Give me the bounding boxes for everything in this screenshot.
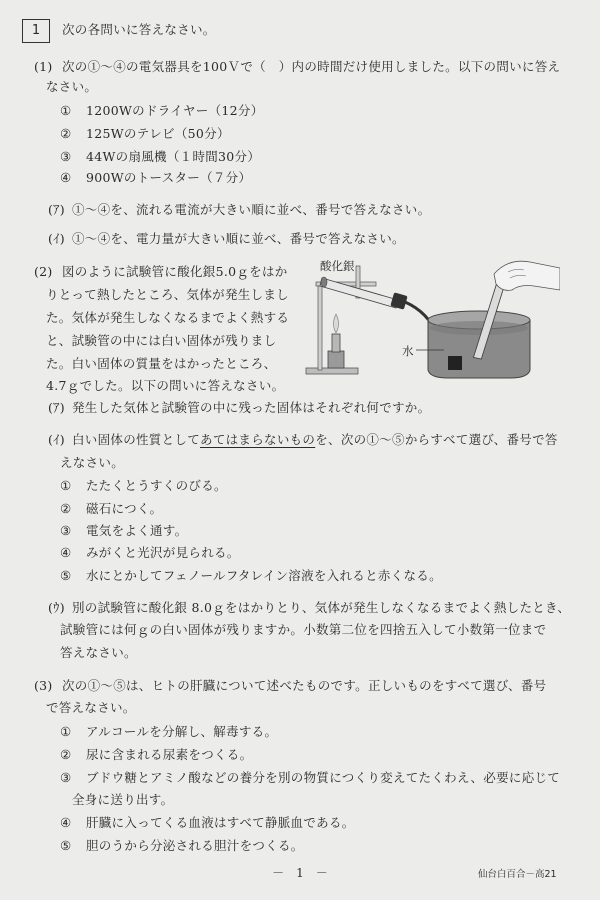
q3-item-num: ③ bbox=[60, 770, 72, 785]
q1-item-text: 1200Wのドライヤー（12分） bbox=[86, 103, 264, 118]
q2b-number: (ｲ) bbox=[48, 432, 65, 447]
q1-stem-line1: 次の①～④の電気器具を100Ｖで（ ）内の時間だけ使用しました。以下の問いに答え bbox=[62, 59, 561, 74]
q2c-line: 試験管には何ｇの白い固体が残りますか。小数第二位を四捨五入して小数第一位まで bbox=[60, 622, 547, 637]
q2-line: と、試験管の中には白い固体が残りまし bbox=[46, 333, 277, 348]
q2-line: た。白い固体の質量をはかったところ、 bbox=[46, 356, 277, 371]
q3-stem-line1: 次の①～⑤は、ヒトの肝臓について述べたものです。正しいものをすべて選び、番号 bbox=[62, 678, 547, 693]
q3-item-text: ブドウ糖とアミノ酸などの養分を別の物質につくり変えてたくわえ、必要に応じて bbox=[86, 770, 561, 785]
q1-item-num: ④ bbox=[60, 170, 72, 185]
q2b-item-text: たたくとうすくのびる。 bbox=[86, 478, 227, 493]
q3-item-num: ① bbox=[60, 724, 72, 739]
q2-line: 4.7ｇでした。以下の問いに答えなさい。 bbox=[46, 378, 285, 393]
silver-oxide-apparatus-figure bbox=[298, 256, 560, 386]
q2c-line: 別の試験管に酸化銀 8.0ｇをはかりとり、気体が発生しなくなるまでよく熱したとき、 bbox=[72, 600, 571, 615]
header-instruction: 次の各問いに答えなさい。 bbox=[62, 22, 216, 37]
q3-item-text: アルコールを分解し、解毒する。 bbox=[86, 724, 278, 739]
q1-number: (1) bbox=[34, 59, 53, 74]
q3-item-num: ④ bbox=[60, 815, 72, 830]
q2b-text bbox=[72, 430, 558, 450]
q1-item-text: 44Wの扇風機（１時間30分） bbox=[86, 149, 261, 164]
q1b-text: ①～④を、電力量が大きい順に並べ、番号で答えなさい。 bbox=[72, 231, 405, 246]
q1-item-num: ③ bbox=[60, 149, 72, 164]
question-number-box: 1 bbox=[22, 19, 50, 43]
q2a-text: 発生した気体と試験管の中に残った固体はそれぞれ何ですか。 bbox=[72, 400, 431, 415]
q2-line: 図のように試験管に酸化銀5.0ｇをはか bbox=[62, 264, 288, 279]
page-number: － 1 － bbox=[272, 866, 328, 880]
q1-item-num: ② bbox=[60, 126, 72, 141]
q2b-item-text: みがくと光沢が見られる。 bbox=[86, 545, 240, 560]
q2-number: (2) bbox=[34, 264, 53, 279]
q3-item-text: 肝臓に入ってくる血液はすべて静脈血である。 bbox=[86, 815, 355, 830]
q2b-item-text: 磁石につく。 bbox=[86, 501, 163, 516]
q3-item-num: ② bbox=[60, 747, 72, 762]
q2-line: りとって熱したところ、気体が発生しまし bbox=[46, 287, 289, 302]
q3-item-text: 胆のうから分泌される胆汁をつくる。 bbox=[86, 838, 304, 853]
q1a-number: (ｱ) bbox=[48, 202, 65, 217]
q3-item-text: 尿に含まれる尿素をつくる。 bbox=[86, 747, 253, 762]
q2b-item-num: ② bbox=[60, 501, 72, 516]
q1a-text: ①～④を、流れる電流が大きい順に並べ、番号で答えなさい。 bbox=[72, 202, 431, 217]
q2b-item-num: ④ bbox=[60, 545, 72, 560]
q2a-number: (ｱ) bbox=[48, 400, 65, 415]
q3-item-text-continued: 全身に送り出す。 bbox=[72, 792, 174, 807]
q2b-item-text: 電気をよく通す。 bbox=[86, 523, 188, 538]
q1-stem-line2: なさい。 bbox=[46, 79, 98, 94]
q2-line: た。気体が発生しなくなるまでよく熱する bbox=[46, 310, 290, 325]
q2b-text-post: を、次の①～⑤からすべて選び、番号で答 bbox=[315, 432, 558, 447]
q2b-item-num: ③ bbox=[60, 523, 72, 538]
q1b-number: (ｲ) bbox=[48, 231, 65, 246]
q1-item-text: 900Wのトースター（７分） bbox=[86, 170, 252, 185]
q2b-text-pre: 白い固体の性質として bbox=[72, 432, 201, 447]
q3-stem-line2: で答えなさい。 bbox=[46, 700, 136, 715]
q2c-line: 答えなさい。 bbox=[60, 645, 137, 660]
figure-label-silver-oxide: 酸化銀 bbox=[320, 259, 355, 273]
q2b-item-text: 水にとかしてフェノールフタレイン溶液を入れると赤くなる。 bbox=[86, 568, 442, 583]
q3-number: (3) bbox=[34, 678, 53, 693]
q3-item-num: ⑤ bbox=[60, 838, 72, 853]
q2b-line2: えなさい。 bbox=[60, 455, 125, 470]
q1-item-text: 125Wのテレビ（50分） bbox=[86, 126, 230, 141]
q2c-number: (ｳ) bbox=[48, 600, 65, 615]
q2b-item-num: ⑤ bbox=[60, 568, 72, 583]
q1-item-num: ① bbox=[60, 103, 72, 118]
q2b-item-num: ① bbox=[60, 478, 72, 493]
figure-label-water: 水 bbox=[402, 344, 414, 358]
school-code: 仙台白百合－高21 bbox=[478, 869, 557, 880]
q2b-text-underlined: あてはまらないもの bbox=[200, 432, 316, 447]
